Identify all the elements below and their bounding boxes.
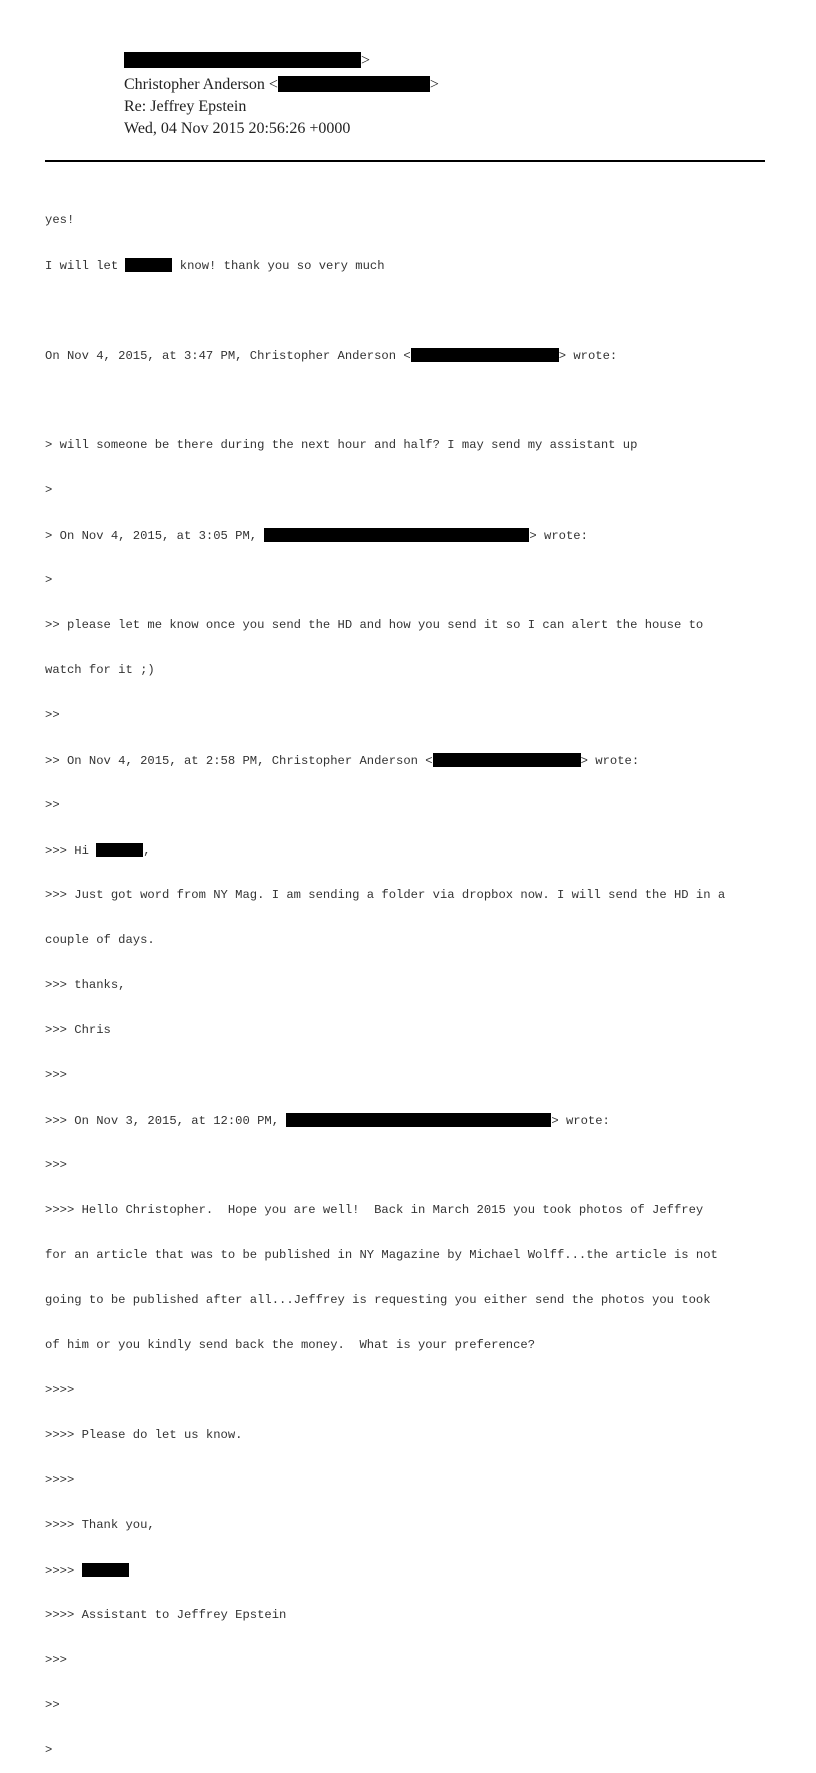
redaction-bar xyxy=(264,528,529,542)
redaction-bar xyxy=(433,753,581,767)
body-line: >>>> Hello Christopher. Hope you are well! Back in March 2015 you took photos of Jeffrey xyxy=(45,1203,704,1217)
body-line: >>>> xyxy=(45,1383,75,1397)
redaction-bar xyxy=(82,1563,129,1577)
redaction-bar xyxy=(411,348,559,362)
body-line: >>>> xyxy=(45,1473,75,1487)
body-line: I will let know! thank you so very much xyxy=(45,259,385,273)
body-line: >>> Chris xyxy=(45,1023,111,1037)
redaction-bar xyxy=(125,258,172,272)
body-line: of him or you kindly send back the money. What is your preference? xyxy=(45,1338,536,1352)
body-line: >>>> Please do let us know. xyxy=(45,1428,243,1442)
blank-line xyxy=(45,303,785,318)
redaction-bar xyxy=(286,1113,551,1127)
body-line: > xyxy=(45,483,53,497)
body-line: for an article that was to be published in NY Magazine by Michael Wolff...the article is not xyxy=(45,1248,718,1262)
body-line: >>>> Thank you, xyxy=(45,1518,155,1532)
redaction-bar xyxy=(124,52,361,68)
from-value: > xyxy=(124,50,370,72)
body-line: > On Nov 4, 2015, at 3:05 PM, > wrote: xyxy=(45,529,588,543)
body-line: On Nov 4, 2015, at 3:47 PM, Christopher Anderson < > wrote: xyxy=(45,349,618,363)
date-value: Wed, 04 Nov 2015 20:56:26 +0000 xyxy=(124,120,351,137)
body-line: going to be published after all...Jeffrey is requesting you either send the photos you took xyxy=(45,1293,711,1307)
body-line: > will someone be there during the next hour and half? I may send my assistant up xyxy=(45,438,638,452)
body-line: yes! xyxy=(45,213,75,227)
body-line: >> On Nov 4, 2015, at 2:58 PM, Christopher Anderson < > wrote: xyxy=(45,754,640,768)
body-line: >> xyxy=(45,1698,60,1712)
body-line: >>> thanks, xyxy=(45,978,126,992)
body-line: couple of days. xyxy=(45,933,155,947)
email-body xyxy=(45,183,785,1773)
body-line: >>> Hi , xyxy=(45,844,151,858)
blank-line xyxy=(45,393,785,408)
body-line: >>>> Assistant to Jeffrey Epstein xyxy=(45,1608,287,1622)
body-line: >>> xyxy=(45,1158,67,1172)
body-line: >> please let me know once you send the HD and how you send it so I can alert the house to xyxy=(45,618,704,632)
body-line: >>> xyxy=(45,1068,67,1082)
body-line: watch for it ;) xyxy=(45,663,155,677)
redaction-bar xyxy=(96,843,143,857)
body-line: >>> On Nov 3, 2015, at 12:00 PM, > wrote: xyxy=(45,1114,610,1128)
body-line: >>> Just got word from NY Mag. I am sending a folder via dropbox now. I will send the HD in a xyxy=(45,888,726,902)
header-divider xyxy=(45,160,765,162)
body-line: >> xyxy=(45,708,60,722)
body-line: >>>> xyxy=(45,1563,785,1578)
body-line: > xyxy=(45,1743,53,1757)
body-line: >> xyxy=(45,798,60,812)
to-value: Christopher Anderson < > xyxy=(124,76,439,93)
redaction-bar xyxy=(278,76,430,92)
body-line: > xyxy=(45,573,53,587)
body-line: >>> xyxy=(45,1653,67,1667)
subject-value: Re: Jeffrey Epstein xyxy=(124,98,247,115)
